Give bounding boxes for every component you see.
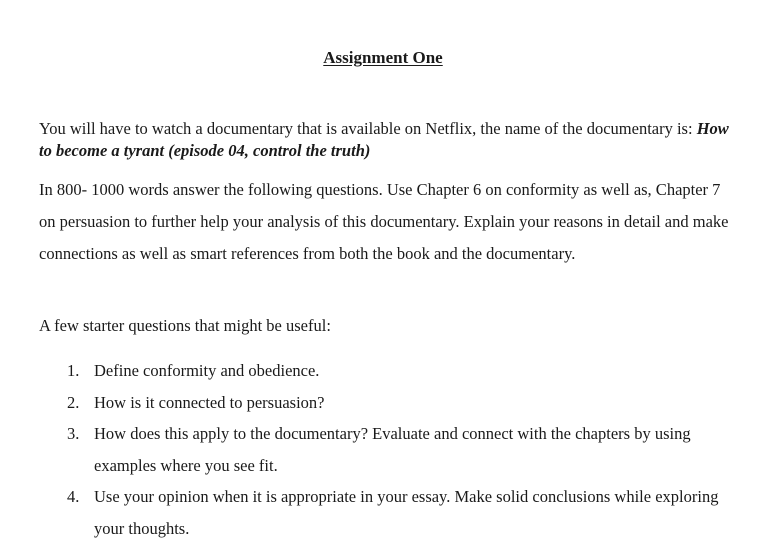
question-text: How does this apply to the documentary? Evaluate and connect with the chapters by using examples where you see fit. xyxy=(94,424,691,475)
question-text: Use your opinion when it is appropriate in your essay. Make solid conclusions while exploring your thoughts. xyxy=(94,487,719,538)
list-number: 1. xyxy=(67,361,80,380)
list-item xyxy=(39,355,739,387)
list-number: 4. xyxy=(67,487,80,506)
question-list xyxy=(39,355,739,544)
intro-text: You will have to watch a documentary that is available on Netflix, the name of the documentary is: xyxy=(39,119,697,138)
list-item xyxy=(39,418,739,481)
document-title: Assignment One xyxy=(323,48,443,67)
question-text: How is it connected to persuasion? xyxy=(94,392,325,412)
question-text: Define conformity and obedience. xyxy=(94,361,320,380)
list-item xyxy=(39,387,739,419)
instructions-paragraph: In 800- 1000 words answer the following questions. Use Chapter 6 on conformity as well as, Chapter 7 on persuasion to further help your analysis of this documentary. Explain your reasons in detail and make connections as well as smart references from both the book and the documentary. xyxy=(39,180,729,263)
starter-heading: A few starter questions that might be useful: xyxy=(39,316,331,335)
intro-paragraph xyxy=(39,118,739,162)
list-item xyxy=(39,481,739,544)
list-number: 3. xyxy=(67,424,80,443)
documentary-name: How to become a tyrant (episode 04, control the truth) xyxy=(39,119,729,160)
list-number: 2. xyxy=(67,392,80,412)
